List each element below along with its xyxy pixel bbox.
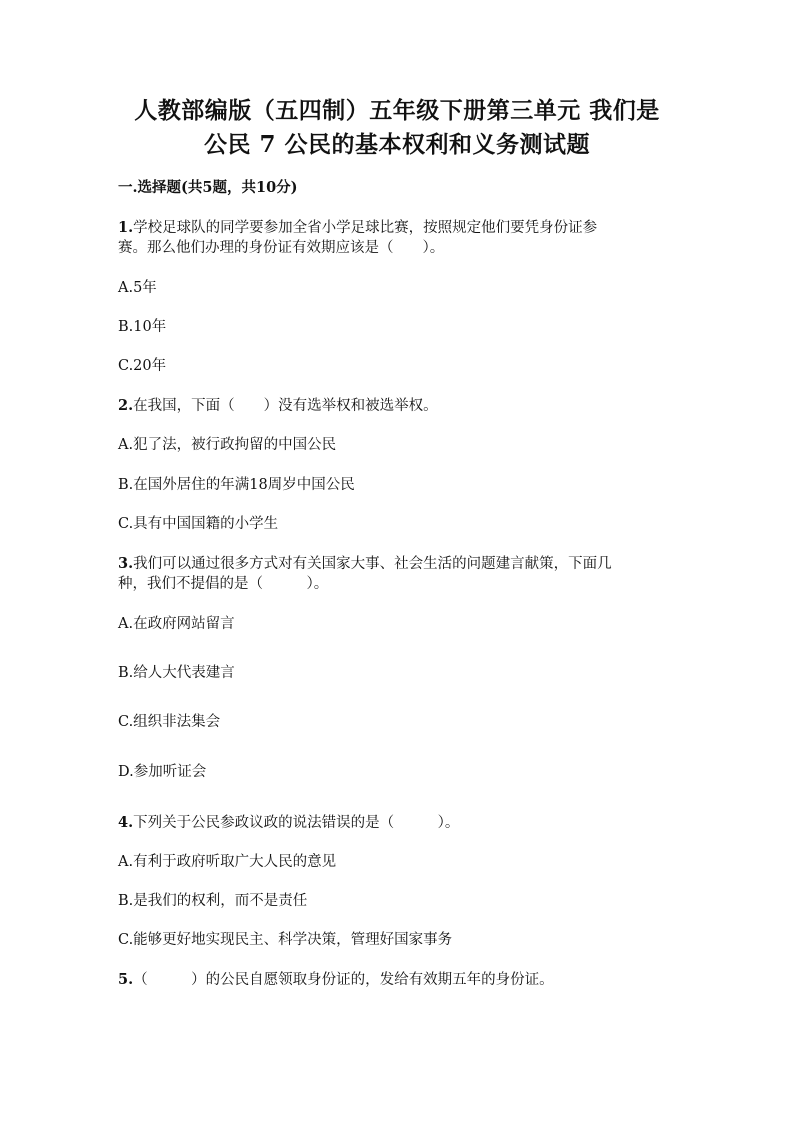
question-3-line-1 bbox=[118, 554, 678, 574]
question-1-option-a: A.5年 bbox=[118, 280, 157, 296]
question-1-option-b: B.10年 bbox=[118, 319, 167, 335]
question-4-line-1 bbox=[118, 813, 678, 833]
question-4-option-a: A.有利于政府听取广大人民的意见 bbox=[118, 854, 337, 870]
question-number: 1. bbox=[118, 219, 134, 236]
question-text: 学校足球队的同学要参加全省小学足球比赛，按照规定他们要凭身份证参 bbox=[133, 220, 598, 236]
document-title-line-1: 人教部编版（五四制）五年级下册第三单元 我们是 bbox=[134, 97, 660, 124]
question-5-line-1 bbox=[118, 970, 678, 990]
question-text: 在我国，下面（ ）没有选举权和被选举权。 bbox=[133, 398, 438, 414]
question-text: 我们可以通过很多方式对有关国家大事、社会生活的问题建言献策，下面几 bbox=[133, 556, 612, 572]
question-3-option-a: A.在政府网站留言 bbox=[118, 616, 235, 632]
question-1-option-c: C.20年 bbox=[118, 358, 167, 374]
question-3-option-c: C.组织非法集会 bbox=[118, 714, 221, 730]
question-3-option-b: B.给人大代表建言 bbox=[118, 665, 235, 681]
question-4-option-b: B.是我们的权利，而不是责任 bbox=[118, 893, 308, 909]
question-text: （ ）的公民自愿领取身份证的，发给有效期五年的身份证。 bbox=[133, 972, 554, 988]
question-4-option-c: C.能够更好地实现民主、科学决策，管理好国家事务 bbox=[118, 932, 453, 948]
question-number: 3. bbox=[118, 555, 134, 572]
question-2-option-c: C.具有中国国籍的小学生 bbox=[118, 516, 279, 532]
question-number: 4. bbox=[118, 814, 134, 831]
document-title-line-2: 公民 7 公民的基本权利和义务测试题 bbox=[203, 131, 591, 158]
question-3-option-d: D.参加听证会 bbox=[118, 764, 207, 780]
question-number: 2. bbox=[118, 397, 134, 414]
question-number: 5. bbox=[118, 971, 134, 988]
question-1-line-2: 赛。那么他们办理的身份证有效期应该是（ ）。 bbox=[118, 240, 445, 256]
section-heading: 一.选择题(共5题，共10分) bbox=[118, 179, 298, 196]
question-2-line-1 bbox=[118, 396, 678, 416]
question-1-line-1 bbox=[118, 218, 678, 238]
question-text: 下列关于公民参政议政的说法错误的是（ ）。 bbox=[133, 815, 460, 831]
question-2-option-a: A.犯了法，被行政拘留的中国公民 bbox=[118, 437, 337, 453]
question-2-option-b: B.在国外居住的年满18周岁中国公民 bbox=[118, 477, 355, 493]
question-3-line-2: 种，我们不提倡的是（ ）。 bbox=[118, 576, 329, 592]
